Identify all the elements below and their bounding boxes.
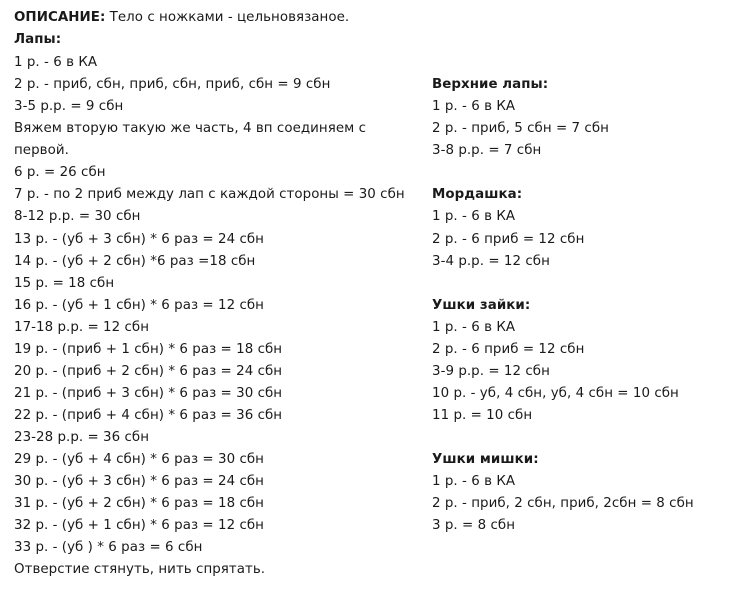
left-line-14: 19 р. - (приб + 1 сбн) * 6 раз = 18 сбн <box>14 342 283 357</box>
left-line-19: 29 р. - (уб + 4 сбн) * 6 раз = 30 сбн <box>14 452 264 467</box>
face-line-2: 2 р. - 6 приб = 12 сбн <box>432 232 585 247</box>
bear-ears-line-3: 3 р. = 8 сбн <box>432 518 516 533</box>
left-line-13: 17-18 р.р. = 12 сбн <box>14 320 150 335</box>
upper-paws-line-2: 2 р. - приб, 5 сбн = 7 сбн <box>432 121 609 136</box>
description-line <box>14 10 349 26</box>
left-line-20: 30 р. - (уб + 3 сбн) * 6 раз = 24 сбн <box>14 474 264 489</box>
paws-heading: Лапы: <box>14 32 62 47</box>
upper-paws-line-1: 1 р. - 6 в КА <box>432 99 516 114</box>
left-line-7: 7 р. - по 2 приб между лап с каждой стороны = 30 сбн <box>14 187 405 202</box>
left-line-2: 2 р. - приб, сбн, приб, сбн, приб, сбн = 9 сбн <box>14 77 331 92</box>
left-line-16: 21 р. - (приб + 3 сбн) * 6 раз = 30 сбн <box>14 386 283 401</box>
left-line-4: Вяжем вторую такую же часть, 4 вп соединяем с <box>14 121 366 136</box>
bunny-ears-line-4: 10 р. - уб, 4 сбн, уб, 4 сбн = 10 сбн <box>432 386 679 401</box>
face-line-1: 1 р. - 6 в КА <box>432 209 516 224</box>
left-line-3: 3-5 р.р. = 9 сбн <box>14 99 124 114</box>
left-line-24: Отверстие стянуть, нить спрятать. <box>14 562 266 577</box>
left-line-18: 23-28 р.р. = 36 сбн <box>14 430 150 445</box>
left-line-21: 31 р. - (уб + 2 сбн) * 6 раз = 18 сбн <box>14 496 264 511</box>
bunny-ears-line-1: 1 р. - 6 в КА <box>432 320 516 335</box>
bear-ears-line-1: 1 р. - 6 в КА <box>432 474 516 489</box>
left-line-23: 33 р. - (уб ) * 6 раз = 6 сбн <box>14 540 203 555</box>
bunny-ears-line-3: 3-9 р.р. = 12 сбн <box>432 364 550 379</box>
description-text: Тело с ножками - цельновязаное. <box>105 10 350 25</box>
description-label: ОПИСАНИЕ: <box>14 10 106 25</box>
face-heading: Мордашка: <box>432 187 523 202</box>
bunny-ears-line-5: 11 р. = 10 сбн <box>432 408 533 423</box>
left-line-1: 1 р. - 6 в КА <box>14 55 98 70</box>
face-line-3: 3-4 р.р. = 12 сбн <box>432 254 550 269</box>
left-line-10: 14 р. - (уб + 2 сбн) *6 раз =18 сбн <box>14 254 256 269</box>
left-line-6: 6 р. = 26 сбн <box>14 165 106 180</box>
left-line-11: 15 р. = 18 сбн <box>14 276 115 291</box>
bunny-ears-line-2: 2 р. - 6 приб = 12 сбн <box>432 342 585 357</box>
left-line-9: 13 р. - (уб + 3 сбн) * 6 раз = 24 сбн <box>14 232 264 247</box>
bear-ears-heading: Ушки мишки: <box>432 452 539 467</box>
left-line-15: 20 р. - (приб + 2 сбн) * 6 раз = 24 сбн <box>14 364 283 379</box>
upper-paws-heading: Верхние лапы: <box>432 77 549 92</box>
upper-paws-line-3: 3-8 р.р. = 7 сбн <box>432 143 542 158</box>
left-line-22: 32 р. - (уб + 1 сбн) * 6 раз = 12 сбн <box>14 518 264 533</box>
left-line-5: первой. <box>14 143 69 158</box>
bear-ears-line-2: 2 р. - приб, 2 сбн, приб, 2сбн = 8 сбн <box>432 496 694 511</box>
left-line-17: 22 р. - (приб + 4 сбн) * 6 раз = 36 сбн <box>14 408 283 423</box>
left-line-8: 8-12 р.р. = 30 сбн <box>14 209 141 224</box>
left-line-12: 16 р. - (уб + 1 сбн) * 6 раз = 12 сбн <box>14 298 264 313</box>
bunny-ears-heading: Ушки зайки: <box>432 298 531 313</box>
